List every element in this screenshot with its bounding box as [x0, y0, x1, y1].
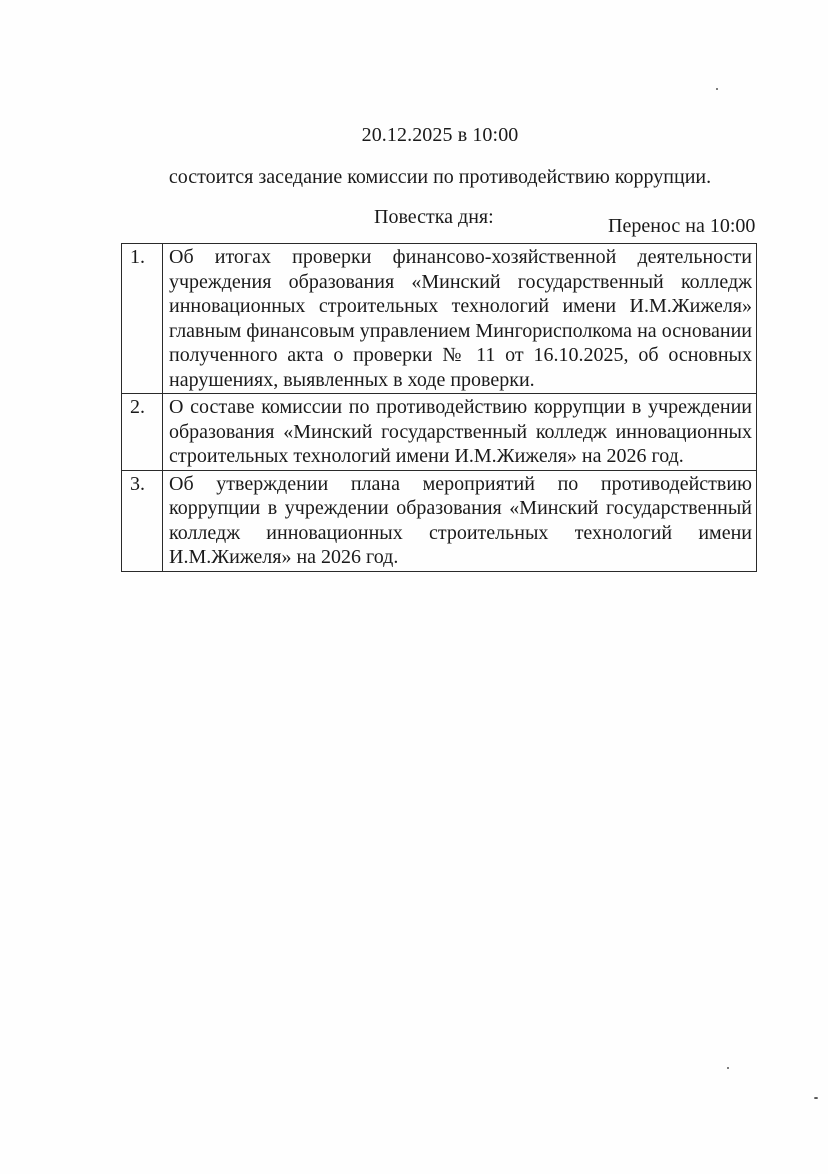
meeting-announcement: состоится заседание комиссии по противодействию коррупции.	[168, 166, 712, 188]
agenda-item-number: 1.	[122, 244, 163, 394]
scan-speck	[814, 1097, 818, 1099]
reschedule-note: Перенос на 10:00	[608, 215, 756, 237]
scan-speck	[716, 88, 718, 90]
agenda-item-text: О составе комиссии по противодействию коррупции в учреждении образования «Минский государственный колледж инновационных строительных технологий имени И.М.Жижеля» на 2026 год.	[163, 394, 757, 471]
agenda-item-number: 2.	[122, 394, 163, 471]
agenda-row	[122, 244, 757, 394]
agenda-row	[122, 394, 757, 471]
meeting-date-time: 20.12.2025 в 10:00	[361, 124, 519, 146]
agenda-item-text: Об итогах проверки финансово-хозяйственной деятельности учреждения образования «Минский государственный колледж инновационных строительных технологий имени И.М.Жижеля» главным финансовым управлением Мингорисполкома на основании полученного акта о проверки № 11 от 16.10.2025, об основных нарушениях, выявленных в ходе проверки.	[163, 244, 757, 394]
agenda-table	[121, 243, 757, 572]
agenda-item-number: 3.	[122, 470, 163, 571]
agenda-item-text: Об утверждении плана мероприятий по противодействию коррупции в учреждении образования «Минский государственный колледж инновационных строительных технологий имени И.М.Жижеля» на 2026 год.	[163, 470, 757, 571]
agenda-row	[122, 470, 757, 571]
agenda-heading: Повестка дня:	[374, 206, 494, 228]
scan-speck	[727, 1067, 729, 1069]
